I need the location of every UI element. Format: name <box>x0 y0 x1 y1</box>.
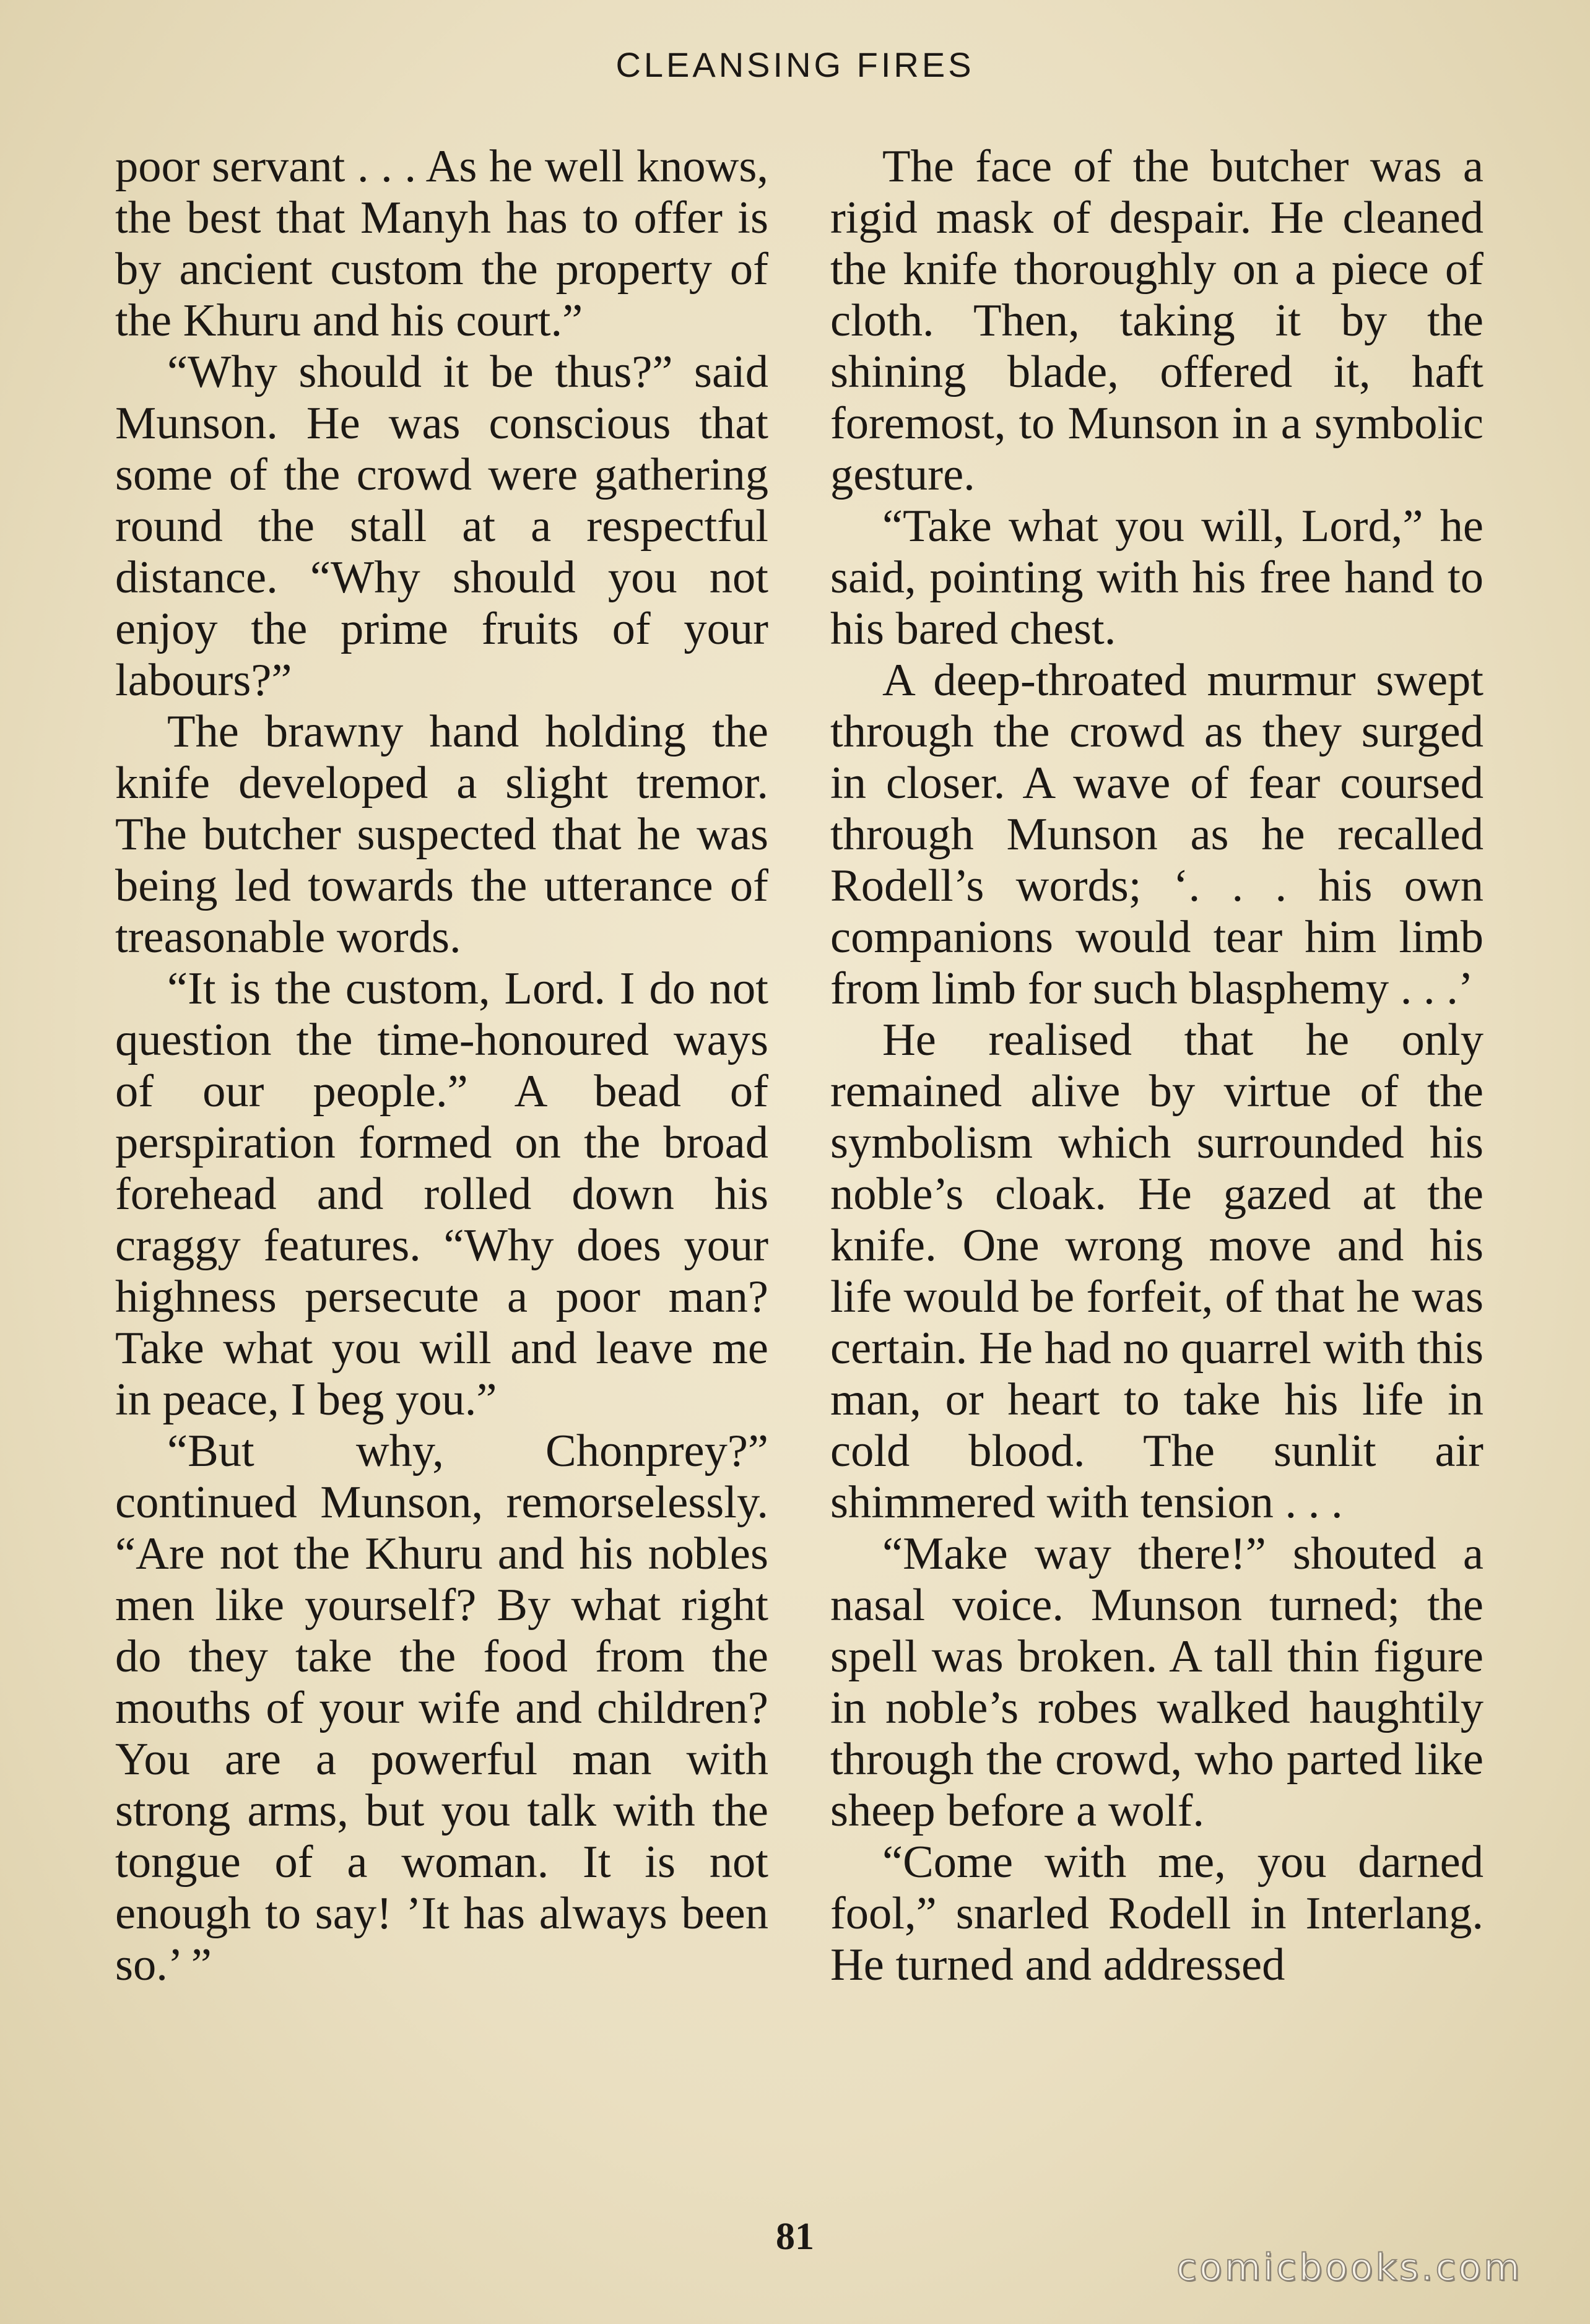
paragraph: “Why should it be thus?” said Munson. He was conscious that some of the crowd were gathering round the stall at a respectful distance. “Why should you not enjoy the prime fruits of your labours?” <box>115 347 768 706</box>
paragraph: The face of the butcher was a rigid mask of despair. He cleaned the knife thoroughly on a piece of cloth. Then, taking it by the shining blade, offered it, haft foremost, to Munson in a symbolic gesture. <box>830 141 1484 500</box>
right-column <box>830 141 1484 1991</box>
paragraph: “Come with me, you darned fool,” snarled Rodell in Interlang. He turned and addressed <box>830 1837 1484 1990</box>
running-head: CLEANSING FIRES <box>615 45 975 84</box>
paragraph: The brawny hand holding the knife developed a slight tremor. The butcher suspected that he was being led towards the utterance of treasonable words. <box>115 706 768 963</box>
paragraph: “Take what you will, Lord,” he said, pointing with his free hand to his bared chest. <box>830 501 1484 654</box>
paragraph: “It is the custom, Lord. I do not question the time-honoured ways of our people.” A bead of perspiration formed on the broad forehead and rolled down his craggy features. “Why does your highness persecute a poor man? Take what you will and leave me in peace, I beg you.” <box>115 963 768 1425</box>
paragraph: A deep-throated murmur swept through the crowd as they surged in closer. A wave of fear coursed through Munson as he recalled Rodell’s words; ‘. . . his own companions would tear him limb from limb for such blasphemy . . .’ <box>830 655 1484 1014</box>
paragraph: He realised that he only remained alive by virtue of the symbolism which surrounded his noble’s cloak. He gazed at the knife. One wrong move and his life would be forfeit, of that he was certain. He had no quarrel with this man, or heart to take his life in cold blood. The sunlit air shimmered with tension . . . <box>830 1015 1484 1528</box>
page-number: 81 <box>776 2216 814 2258</box>
watermark: comicbooks.com <box>1176 2246 1523 2289</box>
paragraph: “But why, Chonprey?” continued Munson, remorselessly. “Are not the Khuru and his nobles men like yourself? By what right do they take the food from the mouths of your wife and children? You are a powerful man with strong arms, but you talk with the tongue of a woman. It is not enough to say! ’It has always been so.’ ” <box>115 1426 768 1990</box>
paragraph: poor servant . . . As he well knows, the best that Manyh has to offer is by ancient custom the property of the Khuru and his court.” <box>115 141 768 346</box>
paragraph: “Make way there!” shouted a nasal voice. Munson turned; the spell was broken. A tall thin figure in noble’s robes walked haughtily through the crowd, who parted like sheep before a wolf. <box>830 1528 1484 1836</box>
left-column <box>115 141 768 1991</box>
